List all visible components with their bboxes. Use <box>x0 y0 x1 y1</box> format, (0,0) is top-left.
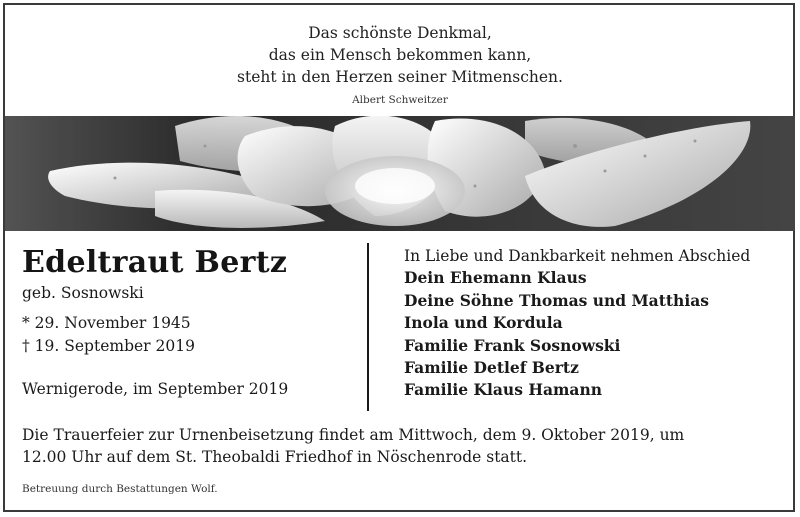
quote-author: Albert Schweitzer <box>352 94 448 106</box>
undertaker-note: Betreuung durch Bestattungen Wolf. <box>22 483 218 495</box>
deceased-name: Edeltraut Bertz <box>22 245 288 280</box>
quote-line: Das schönste Denkmal, <box>308 24 492 42</box>
place-date: Wernigerode, im September 2019 <box>22 380 289 398</box>
ceremony-info <box>22 424 782 468</box>
quote-line: das ein Mensch bekommen kann, <box>268 46 532 64</box>
quote-line: steht in den Herzen seiner Mitmenschen. <box>237 68 563 86</box>
mourner-entry: Inola und Kordula <box>404 313 563 333</box>
mourners-list <box>404 245 750 402</box>
water-lily-photo <box>5 116 795 231</box>
quote <box>0 22 800 88</box>
death-date: † 19. September 2019 <box>22 337 195 355</box>
mourners-intro: In Liebe und Dankbarkeit nehmen Abschied <box>404 247 751 265</box>
mourner-entry: Dein Ehemann Klaus <box>404 268 587 288</box>
mourner-entry: Deine Söhne Thomas und Matthias <box>404 290 709 310</box>
ceremony-line: Die Trauerfeier zur Urnenbeisetzung findet am Mittwoch, dem 9. Oktober 2019, um <box>22 426 685 444</box>
mourner-entry: Familie Detlef Bertz <box>404 358 579 378</box>
mourner-entry: Familie Klaus Hamann <box>404 380 602 400</box>
column-divider <box>367 243 369 411</box>
maiden-name: geb. Sosnowski <box>22 284 144 302</box>
birth-date: * 29. November 1945 <box>22 314 191 332</box>
ceremony-line: 12.00 Uhr auf dem St. Theobaldi Friedhof in Nöschenrode statt. <box>22 448 528 466</box>
mourner-entry: Familie Frank Sosnowski <box>404 335 621 355</box>
